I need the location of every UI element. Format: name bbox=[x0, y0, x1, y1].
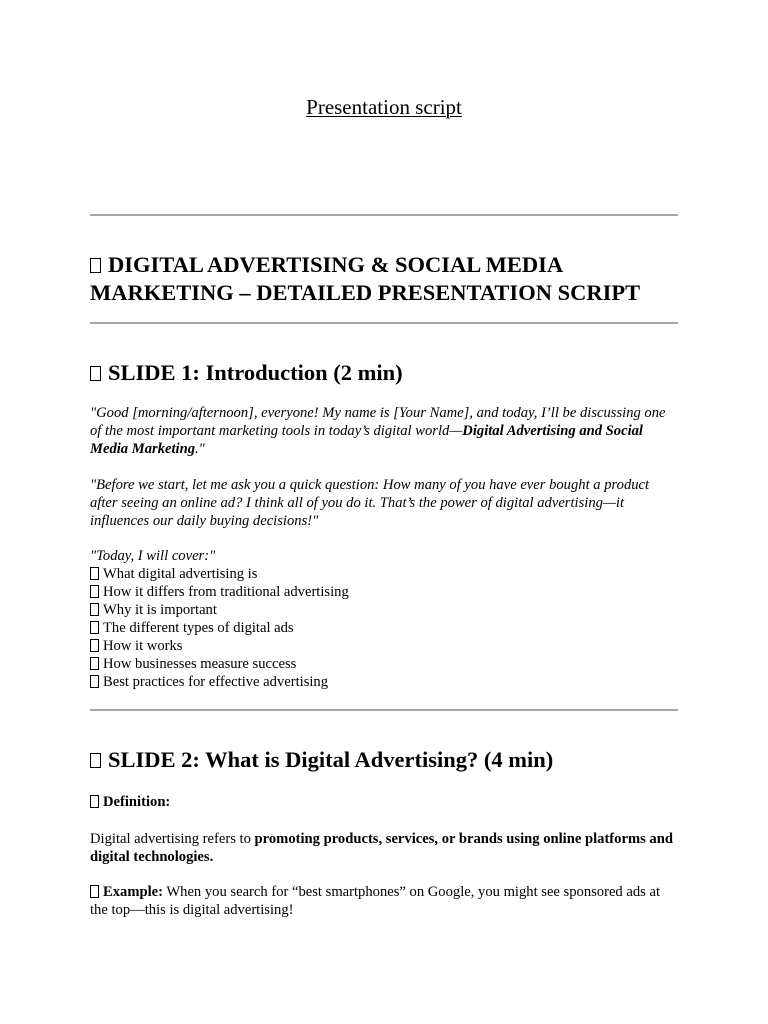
missing-glyph-icon bbox=[90, 657, 99, 670]
slide1-heading-text: SLIDE 1: Introduction (2 min) bbox=[108, 360, 403, 385]
missing-glyph-icon bbox=[90, 639, 99, 652]
list-item: The different types of digital ads bbox=[90, 619, 680, 637]
main-heading-text: DIGITAL ADVERTISING & SOCIAL MEDIA MARKETING – DETAILED PRESENTATION SCRIPT bbox=[90, 252, 641, 305]
missing-glyph-icon bbox=[90, 675, 99, 688]
missing-glyph-icon bbox=[90, 567, 99, 580]
slide1-cover-intro: "Today, I will cover:" bbox=[90, 548, 216, 564]
slide2-heading-text: SLIDE 2: What is Digital Advertising? (4 min) bbox=[108, 747, 554, 772]
definition-label-text: Definition: bbox=[103, 794, 171, 810]
definition-text: Digital advertising refers to bbox=[90, 831, 255, 847]
slide1-intro-bold: Digital Advertising and Social Media Marketing bbox=[90, 423, 643, 457]
list-item: How it works bbox=[90, 637, 680, 655]
missing-glyph-icon bbox=[90, 621, 99, 634]
slide1-cover-list bbox=[90, 565, 680, 691]
example-text: When you search for “best smartphones” on Google, you might see sponsored ads at the top—this is digital advertising! bbox=[90, 884, 661, 918]
missing-glyph-icon bbox=[90, 603, 99, 616]
missing-glyph-icon bbox=[90, 885, 99, 898]
missing-glyph-icon bbox=[90, 366, 101, 381]
horizontal-rule bbox=[90, 214, 678, 216]
missing-glyph-icon bbox=[90, 585, 99, 598]
missing-glyph-icon bbox=[90, 753, 101, 768]
main-heading bbox=[90, 251, 690, 307]
horizontal-rule bbox=[90, 322, 678, 324]
missing-glyph-icon bbox=[90, 258, 101, 273]
slide1-intro-text: "Good [morning/afternoon], everyone! My name is [Your Name], and today, I’ll be discussing one of the most important marketing tools in today’s digital world— bbox=[90, 405, 666, 439]
slide1-heading bbox=[90, 359, 403, 387]
slide1-intro-end: ." bbox=[195, 441, 205, 457]
list-item: What digital advertising is bbox=[90, 565, 680, 583]
missing-glyph-icon bbox=[90, 795, 99, 808]
definition-bold: promoting products, services, or brands using online platforms and digital technologies. bbox=[90, 831, 673, 865]
list-item: Best practices for effective advertising bbox=[90, 673, 680, 691]
example-paragraph bbox=[90, 883, 680, 919]
example-label: Example: bbox=[103, 884, 163, 900]
slide1-question-paragraph: "Before we start, let me ask you a quick question: How many of you have ever bought a product after seeing an online ad? I think all of you do it. That’s the power of digital advertising—it influences our daily buying decisions!" bbox=[90, 477, 650, 529]
slide1-intro-paragraph bbox=[90, 404, 680, 458]
definition-paragraph bbox=[90, 830, 680, 866]
list-item: Why it is important bbox=[90, 601, 680, 619]
definition-label bbox=[90, 793, 680, 811]
document-title: Presentation script bbox=[306, 95, 462, 119]
list-item: How it differs from traditional advertising bbox=[90, 583, 680, 601]
slide2-heading bbox=[90, 746, 553, 774]
horizontal-rule bbox=[90, 709, 678, 711]
list-item: How businesses measure success bbox=[90, 655, 680, 673]
